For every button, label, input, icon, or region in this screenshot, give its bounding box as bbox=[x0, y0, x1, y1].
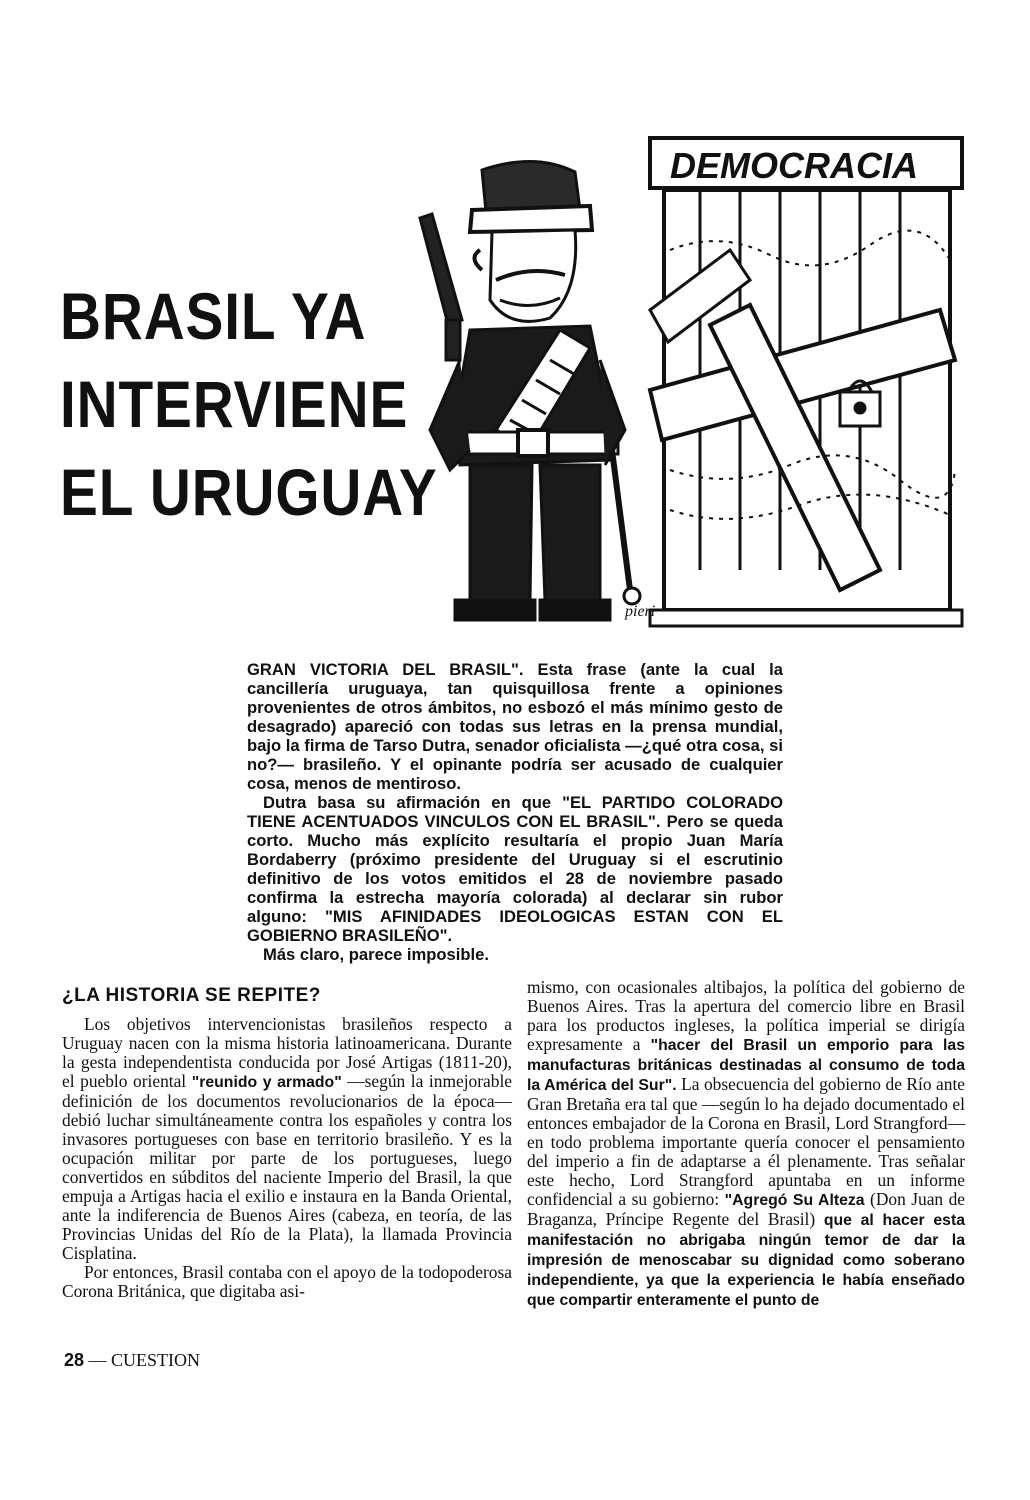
right-bold-1: "hacer del Brasil un emporio para las manufacturas británicas destinadas al consumo de toda la América del Sur". bbox=[527, 1037, 965, 1094]
left-paragraph-1-bold: "reunido y armado" bbox=[191, 1074, 342, 1091]
page-number: 28 bbox=[64, 1350, 85, 1370]
publication-name: — CUESTION bbox=[88, 1350, 201, 1370]
right-column bbox=[527, 978, 965, 1310]
right-paragraph bbox=[527, 978, 965, 1310]
left-paragraph-1 bbox=[62, 1015, 512, 1263]
cartoonist-signature: pieri bbox=[625, 603, 656, 620]
left-paragraph-2: Por entonces, Brasil contaba con el apoyo de la todopoderosa Corona Británica, que digitaba asi- bbox=[62, 1262, 512, 1301]
page-footer bbox=[64, 1350, 200, 1371]
soldier-figure bbox=[420, 161, 640, 620]
right-text-2: La obsecuencia del gobierno de Río ante Gran Bretaña era tal que —según lo ha dejado documentado el entonces embajador de la Corona en Brasil, Lord Strangford— en todo problema importante quería conocer el pensamiento del imperio a fin de adaptarse a él plenamente. Tras señalar este hecho, Lord Strangford apuntaba en un informe confidencial a su gobierno: bbox=[527, 1074, 966, 1209]
cartoon-illustration bbox=[400, 130, 972, 635]
headline-line-2: INTERVIENE bbox=[60, 367, 409, 441]
intro-text bbox=[247, 660, 783, 964]
right-text-1: mismo, con ocasionales altibajos, la política del gobierno de Buenos Aires. Tras la apertura del comercio libre en Brasil para los productos ingleses, la política imperial se dirigía expresamente a bbox=[527, 977, 965, 1054]
left-paragraph-1-start: Los objetivos intervencionistas brasileños respecto a Uruguay nacen con la misma historia latinoamericana. Durante la gesta independentista conducida por José Artigas (1811-20), el pueblo oriental bbox=[62, 1014, 512, 1091]
left-paragraph-1-rest: —según la inmejorable definición de los documentos revolucionarios de la época— debió luchar simultáneamente contra los españoles y contra los invasores portugueses con base en territorio brasileño. Y es la ocupación militar por parte de los portugueses, luego convertidos en súbditos del naciente Imperio del Brasil, la que empuja a Artigas hacia el exilio e instaura en la Banda Oriental, ante la indiferencia de Buenos Aires (cabeza, en teoría, de las Provincias Unidas del Río de la Plata), la llamada Provincia Cisplatina. bbox=[62, 1071, 512, 1263]
right-bold-2: "Agregó Su Alteza bbox=[724, 1192, 865, 1209]
section-heading: ¿LA HISTORIA SE REPITE? bbox=[62, 985, 321, 1006]
headline-line-1: BRASIL YA bbox=[60, 279, 367, 353]
intro-paragraph-2: Dutra basa su afirmación en que "EL PARTIDO COLORADO TIENE ACENTUADOS VINCULOS CON EL BRASIL". Pero se queda corto. Mucho más explícito resultaría el propio Juan María Bordaberry (próximo presidente del Uruguay si el escrutinio definitivo de los votos emitidos el 28 de noviembre pasado confirma la estrecha mayoría colorada) al declarar sin rubor alguno: "MIS AFINIDADES IDEOLOGICAS ESTAN CON EL GOBIERNO BRASILEÑO". bbox=[247, 793, 783, 945]
headline bbox=[60, 272, 438, 536]
barricaded-door bbox=[650, 138, 962, 626]
intro-paragraph-1: GRAN VICTORIA DEL BRASIL". Esta frase (ante la cual la cancillería uruguaya, tan quisquillosa frente a opiniones provenientes de otros ámbitos, no esbozó el más mínimo gesto de desagrado) apareció con todas sus letras en la prensa mundial, bajo la firma de Tarso Dutra, senador oficialista —¿qué otra cosa, si no?— brasileño. Y el opinante podría ser acusado de cualquier cosa, menos de mentiroso. bbox=[247, 660, 783, 793]
right-text-3: (Don Juan de Braganza, Príncipe Regente del Brasil) bbox=[527, 1189, 965, 1229]
intro-paragraph-3: Más claro, parece imposible. bbox=[263, 945, 489, 964]
right-bold-3: que al hacer esta manifestación no abrigaba ningún temor de dar la impresión de menoscabar su dignidad como soberano independiente, ya que la experiencia le había enseñado que compartir enteramente el punto de bbox=[527, 1212, 965, 1309]
headline-line-3: EL URUGUAY bbox=[60, 455, 438, 529]
left-column bbox=[62, 985, 512, 1301]
door-sign-text: DEMOCRACIA bbox=[670, 145, 918, 186]
